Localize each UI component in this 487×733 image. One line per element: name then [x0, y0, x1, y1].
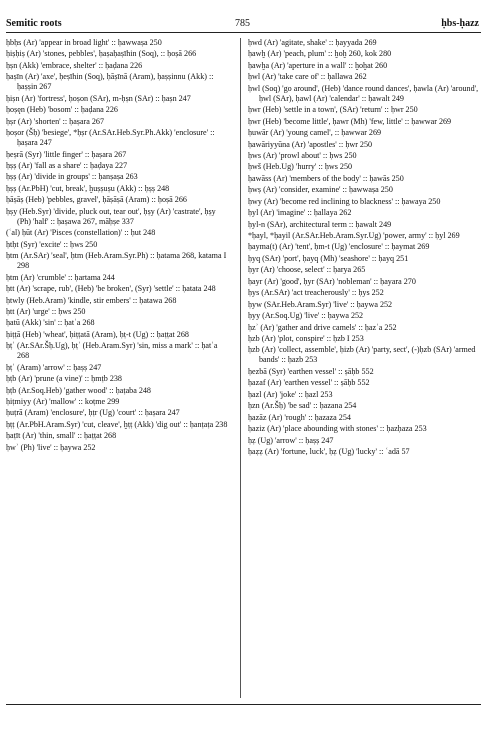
dictionary-entry: ḥtt (Ar) 'scrape, rub', (Heb) 'be broken', (Syr) 'settle' :: ḥatata 248	[6, 284, 216, 294]
dictionary-entry: ḥezbā (Syr) 'earthen vessel' :: ṣāḥb 552	[248, 366, 374, 376]
dictionary-entry: ḥaṭīt (Ar) 'thin, small' :: ḥaṭṭat 268	[6, 431, 117, 441]
dictionary-entry: ḥṣṣ (Ar) 'divide in groups' :: ḥanṣaṣa 263	[6, 172, 138, 182]
dictionary-entry: ḥawḫa (Ar) 'aperture in a wall' :: ḫoḫat 260	[248, 60, 388, 70]
dictionary-entry: ḥtm (Ar.SAr) 'seal', ḥtm (Heb.Aram.Syr.Ph) :: ḥatama 268, katama I 298	[6, 251, 227, 271]
dictionary-entry: ḥatū (Akk) 'sin' :: ḥatʾa 268	[6, 318, 95, 328]
running-head-left: Semitic roots	[6, 18, 62, 29]
dictionary-entry: ḥazl (Ar) 'joke' :: ḥazl 253	[248, 389, 333, 399]
dictionary-entry: ḥys (Ar.SAr) 'act treacherously' :: ḥys 252	[248, 288, 384, 298]
dictionary-entry: ḥṭb (Ar.Soq.Heb) 'gather wood' :: ḥaṭaba 248	[6, 385, 151, 395]
dictionary-entry: ḥṭʾ (Ar.SAr.Šḥ.Ug), ḥṭʾ (Heb.Aram.Syr) 'sin, miss a mark' :: ḥatʾa 268	[6, 341, 218, 361]
dictionary-entry: ḥtḥt (Syr) 'excite' :: ḥws 250	[6, 239, 98, 249]
dictionary-entry: ḥazāz (Ar) 'rough' :: ḥazaza 254	[248, 412, 351, 422]
page-header	[6, 18, 479, 32]
right-column	[248, 38, 480, 458]
dictionary-entry: ḥṣr (Ar) 'shorten' :: ḥaṣara 267	[6, 116, 104, 126]
dictionary-entry: (ʿal) ḥūt (Ar) 'Pisces (constellation)' :: ḥut 248	[6, 228, 156, 238]
dictionary-entry: ḥṣn (Akk) 'embrace, shelter' :: ḥaḍana 226	[6, 60, 143, 70]
dictionary-entry: ḥzʾ (Ar) 'gather and drive camels' :: ḥazʾa 252	[248, 322, 397, 332]
dictionary-entry: ḥaẓẓ (Ar) 'fortune, luck', ḥẓ (Ug) 'lucky' :: ʿadā 57	[248, 446, 410, 456]
dictionary-entry: ḥbḥs (Ar) 'appear in broad light' :: ḥawwaṣa 250	[6, 38, 162, 47]
dictionary-entry: ḥẓ (Ug) 'arrow' :: ḥaṣṣ 247	[248, 435, 334, 445]
left-column	[6, 38, 231, 454]
dictionary-entry: ḥwl (Ar) 'take care of' :: ḥallawa 262	[248, 72, 367, 82]
page-number: 785	[235, 18, 250, 29]
dictionary-entry: ḥtm (Ar) 'crumble' :: ḥartama 244	[6, 272, 115, 282]
dictionary-entry: ḥzb (Ar) 'plot, conspire' :: ḥzb I 253	[248, 333, 364, 343]
running-head-right: ḥbs-ḥazz	[441, 18, 479, 29]
dictionary-entry: ḥṭʾ (Aram) 'arrow' :: ḥaṣṣ 247	[6, 362, 102, 372]
dictionary-entry: ḥoṣor (Šḥ) 'besiege', *ḥṣr (Ar.SAr.Heb.Syr.Ph.Akk) 'enclosure' :: ḥaṣara 247	[6, 128, 215, 148]
dictionary-entry: ḥtt (Ar) 'urge' :: ḥws 250	[6, 306, 86, 316]
dictionary-entry: ḥtwly (Heb.Aram) 'kindle, stir embers' :: ḥatawa 268	[6, 295, 177, 305]
dictionary-entry: ḥyw (SAr.Heb.Aram.Syr) 'live' :: ḥaywa 252	[248, 299, 393, 309]
dictionary-entry: ḥyr (Ar) 'choose, select' :: ḥarya 265	[248, 265, 366, 275]
header-rule	[6, 32, 481, 33]
dictionary-entry: ḥawāriyyūna (Ar) 'apostles' :: ḥwr 250	[248, 139, 373, 149]
dictionary-entry: ḥyl-n (SAr), architectural term :: ḥawalt 249	[248, 219, 392, 229]
dictionary-entry: ḥzb (Ar) 'collect, assemble', ḥizb (Ar) 'party, sect', (-)ḥzb (SAr) 'armed bands' :: ḥazb 253	[248, 345, 476, 365]
dictionary-entry: ḥiṣḥiṣ (Ar) 'stones, pebbles', ḥaṣaḥaṣīhin (Soq), :: ḥoṣā 266	[6, 49, 197, 59]
dictionary-entry: ḥeṣrā (Syr) 'little finger' :: ḥaṣara 267	[6, 149, 127, 159]
dictionary-entry: ḥayma(t) (Ar) 'tent', ḥm-t (Ug) 'enclosure' :: ḥaymat 269	[248, 242, 430, 252]
dictionary-entry: ḥuṭrā (Aram) 'enclosure', ḥṭr (Ug) 'court' :: ḥaṣara 247	[6, 408, 180, 418]
dictionary-entry: ḥṭṭ (Ar.PbH.Aram.Syr) 'cut, cleave', ḫṭṭ (Akk) 'dig out' :: ḥanṭaṭa 238	[6, 419, 228, 429]
dictionary-entry: ḥwš (Heb.Ug) 'hurry' :: ḥws 250	[248, 162, 353, 172]
dictionary-entry: ḥwy (Ar) 'become red inclining to blackness' :: ḥawaya 250	[248, 196, 441, 206]
dictionary-entry: ḥwr (Heb) 'settle in a town', (SAr) 'return' :: ḥwr 250	[248, 105, 418, 115]
dictionary-entry: ḥiṭmiyy (Ar) 'mallow' :: koṭme 299	[6, 397, 120, 407]
dictionary-entry: ḥwr (Heb) 'become little', ḥawr (Mh) 'few, little' :: ḥawwar 269	[248, 116, 452, 126]
dictionary-entry: ḥayr (Ar) 'good', ḥyr (SAr) 'nobleman' :: ḥayara 270	[248, 276, 416, 286]
dictionary-entry: ḥws (Ar) 'prowl about' :: ḥws 250	[248, 150, 357, 160]
dictionary-entry: *ḥayl, *ḥayil (Ar.SAr.Heb.Aram.Syr.Ug) 'power, army' :: ḥyl 269	[248, 231, 460, 241]
dictionary-entry: ḥawḫ (Ar) 'peach, plum' :: ḫoḫ 260, kok 280	[248, 49, 392, 59]
dictionary-entry: ḥāṣāṣ (Heb) 'pebbles, gravel', ḥāṣāṣā (Aram) :: ḥoṣā 266	[6, 195, 187, 205]
dictionary-entry: ḥwl (Soq) 'go around', (Heb) 'dance round dances', ḥawla (Ar) 'around', ḥwl (SAr), ḥawl (Ar) 'calendar' :: ḥawalt 249	[248, 83, 479, 103]
dictionary-entry: ḥṭb (Ar) 'prune (a vine)' :: ḥmṭb 238	[6, 374, 122, 384]
dictionary-entry: ḥawāss (Ar) 'members of the body' :: ḥawās 250	[248, 173, 404, 183]
dictionary-entry: ḥṣṣ (Ar.PbH) 'cut, break', ḫuṣṣuṣu (Akk) :: ḥṣṣ 248	[6, 183, 170, 193]
dictionary-entry: ḥṣy (Heb.Syr) 'divide, pluck out, tear out', ḥṣy (Ar) 'castrate', ḥṣy (Ph) 'half' :: ḥaṣawa 267, māḥṣe 337	[6, 206, 216, 226]
dictionary-entry: ḥwʾ (Ph) 'live' :: ḥaywa 252	[6, 442, 96, 452]
dictionary-entry: ḥwd (Ar) 'agitate, shake' :: ḥayyada 269	[248, 38, 377, 47]
dictionary-entry: ḥyy (Ar.Soq.Ug) 'live' :: ḥaywa 252	[248, 311, 364, 321]
dictionary-entry: ḥyl (Ar) 'imagine' :: ḥallaya 262	[248, 208, 352, 218]
dictionary-entry: ḥiṣn (Ar) 'fortress', ḥoṣon (SAr), m-ḥṣn (SAr) :: ḥaṣn 247	[6, 93, 191, 103]
dictionary-entry: ḥaṣīn (Ar) 'axe', ḥeṣīhin (Soq), ḥāṣīnā (Aram), ḥaṣṣinnu (Akk) :: ḥaṣṣin 267	[6, 72, 214, 92]
dictionary-entry: ḥṣṣ (Ar) 'fall as a share' :: ḥaḍaya 227	[6, 161, 128, 171]
dictionary-entry: ḥazaf (Ar) 'earthen vessel' :: ṣāḥb 552	[248, 378, 370, 388]
dictionary-entry: ḥiṭṭā (Heb) 'wheat', ḥiṭṭatā (Aram), ḥṭ-t (Ug) :: ḥaṭṭat 268	[6, 329, 189, 339]
dictionary-entry: ḥaziz (Ar) 'place abounding with stones' :: ḥazḥaza 253	[248, 424, 427, 434]
dictionary-entry: ḥzn (Ar.Šḥ) 'be sad' :: ḥazana 254	[248, 401, 357, 411]
dictionary-entry: ḥwṣ (Ar) 'consider, examine' :: ḥawwaṣa 250	[248, 185, 393, 195]
footer-rule	[6, 704, 481, 705]
dictionary-entry: ḥyq (SAr) 'port', ḥayq (Mh) 'seashore' :: ḥayq 251	[248, 253, 409, 263]
column-divider	[240, 38, 241, 698]
dictionary-entry: ḥoṣęn (Heb) 'bosom' :: ḥaḍana 226	[6, 105, 118, 115]
dictionary-entry: ḥuwār (Ar) 'young camel', :: ḥawwar 269	[248, 128, 382, 138]
